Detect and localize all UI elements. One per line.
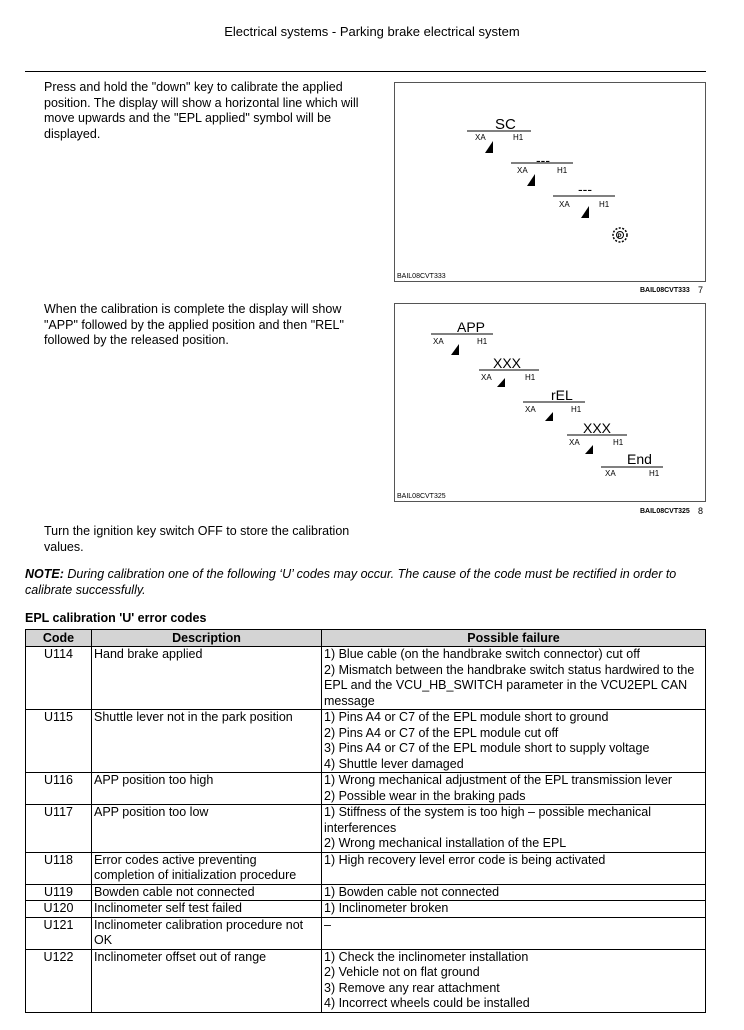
failure-line: 1) Inclinometer broken [324,901,449,915]
cell-failure [322,852,706,884]
note [25,567,715,598]
figure-2-id: BAIL08CVT325 [397,493,446,500]
table-row [26,647,706,710]
display-text-xxx-2: XXX [583,420,612,436]
header-rule [25,71,706,72]
parking-brake-icon [613,228,627,242]
failure-line: 4) Shuttle lever damaged [324,756,464,771]
cell-description: Hand brake applied [92,647,322,710]
svg-text:P: P [617,234,622,240]
cell-description: APP position too low [92,805,322,853]
cell-description: Inclinometer self test failed [92,901,322,918]
epl-applied-icon [497,378,505,387]
failure-line: 1) Wrong mechanical adjustment of the EPL transmission lever [324,773,673,787]
table-row [26,901,706,918]
label-h1: H1 [571,405,582,414]
error-code-table [25,629,706,1013]
label-h1: H1 [613,438,624,447]
label-xa: XA [559,200,570,209]
label-xa: XA [433,337,444,346]
failure-line: 2) Possible wear in the braking pads [324,788,526,803]
label-h1: H1 [649,469,660,478]
label-xa: XA [569,438,580,447]
label-xa: XA [517,166,528,175]
cell-failure [322,917,706,949]
table-row [26,949,706,1012]
label-h1: H1 [557,166,568,175]
instruction-paragraph-3: Turn the ignition key switch OFF to store the calibration values. [44,524,350,554]
cell-failure [322,884,706,901]
display-text-rel: rEL [551,387,573,403]
instruction-paragraph-1: Press and hold the "down" key to calibrate the applied position. The display will show a horizontal line which will move upwards and the "EPL applied" symbol will be displayed. [44,80,359,141]
cell-description: Inclinometer offset out of range [92,949,322,1012]
table-row [26,884,706,901]
cell-code: U114 [26,647,92,710]
figure-2-ref: BAIL08CVT325 [640,508,690,515]
cell-code: U122 [26,949,92,1012]
failure-line: 1) Pins A4 or C7 of the EPL module short to ground [324,710,609,724]
label-h1: H1 [513,133,524,142]
table-row [26,852,706,884]
page-header: Electrical systems - Parking brake electrical system [224,24,520,39]
figure-1-id: BAIL08CVT333 [397,273,446,280]
figure-2-drawing [395,304,705,501]
label-h1: H1 [525,373,536,382]
table-row [26,773,706,805]
failure-line: 1) Bowden cable not connected [324,884,500,899]
table-header-row [26,630,706,647]
cell-description: APP position too high [92,773,322,805]
cell-failure [322,647,706,710]
display-text-1: SC [495,116,516,133]
failure-line: 2) Mismatch between the handbrake switch status hardwired to the EPL and the VCU_HB_SWITCH parameter in the VCU2EPL CAN message [324,662,695,708]
failure-line: 3) Pins A4 or C7 of the EPL module short to supply voltage [324,741,650,755]
label-xa: XA [525,405,536,414]
figure-1-ref: BAIL08CVT333 [640,287,690,294]
epl-released-icon [585,445,593,454]
display-text-2: --- [536,152,550,168]
epl-applied-icon [581,206,589,218]
cell-code: U117 [26,805,92,853]
failure-line: 2) Vehicle not on flat ground [324,965,480,979]
figure-1-drawing [395,83,705,281]
label-xa: XA [481,373,492,382]
epl-applied-icon [485,141,493,153]
figure-calibration-display-1 [394,82,706,282]
cell-failure [322,949,706,1012]
cell-code: U121 [26,917,92,949]
table-row [26,710,706,773]
label-xa: XA [475,133,486,142]
cell-failure [322,773,706,805]
cell-description: Error codes active preventing completion of initialization procedure [92,852,322,884]
failure-line: 4) Incorrect wheels could be installed [324,996,530,1010]
cell-code: U116 [26,773,92,805]
failure-line: 2) Pins A4 or C7 of the EPL module cut off [324,725,559,740]
table-row [26,917,706,949]
epl-applied-icon [451,344,459,355]
failure-line: 1) Blue cable (on the handbrake switch connector) cut off [324,647,640,661]
cell-failure [322,901,706,918]
failure-line: – [324,917,331,932]
display-text-3: --- [578,181,592,197]
failure-line: 1) Check the inclinometer installation [324,949,529,964]
table-row [26,805,706,853]
cell-description: Shuttle lever not in the park position [92,710,322,773]
label-h1: H1 [477,337,488,346]
cell-code: U120 [26,901,92,918]
note-label: NOTE: [25,567,64,581]
instruction-paragraph-2: When the calibration is complete the display will show "APP" followed by the applied position and then "REL" followed by the released position. [44,302,344,347]
cell-failure [322,710,706,773]
cell-code: U119 [26,884,92,901]
cell-code: U115 [26,710,92,773]
epl-applied-icon [527,174,535,186]
cell-description: Inclinometer calibration procedure not OK [92,917,322,949]
cell-failure [322,805,706,853]
header-possible-failure: Possible failure [322,630,706,647]
table-title: EPL calibration 'U' error codes [25,611,207,625]
header-description: Description [92,630,322,647]
failure-line: 1) High recovery level error code is being activated [324,852,606,867]
epl-released-icon [545,412,553,421]
display-text-app: APP [457,319,486,335]
display-text-xxx-1: XXX [493,355,522,371]
failure-line: 1) Stiffness of the system is too high – possible mechanical interferences [324,805,652,835]
failure-line: 3) Remove any rear attachment [324,980,500,995]
figure-1-number: 7 [698,285,704,295]
failure-line: 2) Wrong mechanical installation of the EPL [324,836,567,850]
note-text: During calibration one of the following ‘U’ codes may occur. The cause of the code must be rectified in order to calibrate successfully. [25,567,677,597]
display-text-end: End [627,451,652,467]
label-xa: XA [605,469,616,478]
cell-code: U118 [26,852,92,884]
label-h1: H1 [599,200,610,209]
figure-calibration-display-2 [394,303,706,502]
figure-2-number: 8 [698,506,704,516]
header-code: Code [26,630,92,647]
cell-description: Bowden cable not connected [92,884,322,901]
